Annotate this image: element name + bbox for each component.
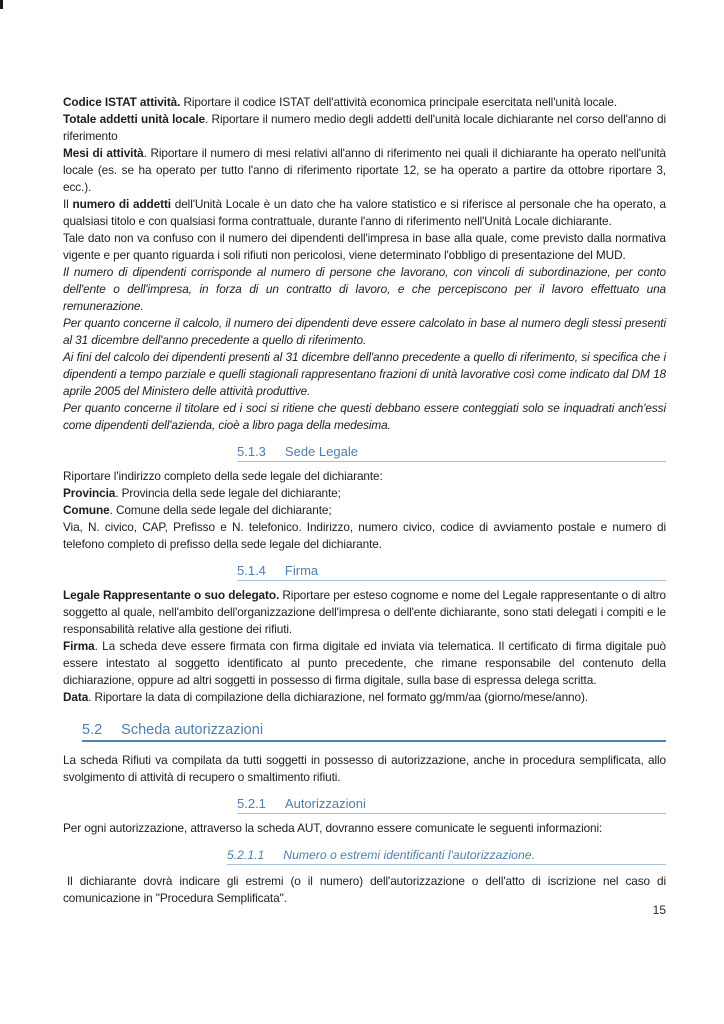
text-run: dell'Unità Locale è un dato che ha valore statistico e si riferisce al personale che ha operato, a qualsiasi titolo e con qualsiasi forma contrattuale, durante l'anno di riferimento nell'Unità Locale dichiarante. — [63, 197, 666, 228]
document-body — [63, 94, 666, 907]
section-heading-5.1.4 — [237, 563, 666, 581]
text-run: Il dichiarante dovrà indicare gli estremi (o il numero) dell'autorizzazione o dell'atto di iscrizione nel caso di comunicazione in "Procedura Semplificata". — [63, 874, 666, 905]
paragraph — [63, 196, 666, 230]
scan-edge-artifact — [0, 0, 3, 9]
paragraph — [63, 349, 666, 400]
heading-text: Sede Legale — [284, 444, 358, 459]
text-run: Riportare l'indirizzo completo della sede legale del dichiarante: — [63, 469, 383, 483]
page-number: 15 — [652, 903, 666, 917]
heading-number: 5.2 — [82, 722, 103, 738]
text-run: Per quanto concerne il calcolo, il numero dei dipendenti deve essere calcolato in base al numero degli stessi presenti al 31 dicembre dell'anno precedente a quello di riferimento. — [63, 316, 666, 347]
text-run: . Provincia della sede legale del dichiarante; — [115, 486, 341, 500]
text-run-bold: numero di addetti — [72, 197, 171, 211]
text-run: Il — [63, 197, 73, 211]
paragraph — [63, 485, 666, 502]
heading-text: Numero o estremi identificanti l'autorizzazione. — [283, 848, 535, 862]
paragraph — [63, 638, 666, 689]
text-run-bold: Totale addetti unità locale — [63, 112, 205, 126]
paragraph — [63, 502, 666, 519]
heading-number: 5.2.1.1 — [227, 848, 265, 862]
paragraph — [63, 468, 666, 485]
heading-text: Autorizzazioni — [284, 796, 366, 811]
paragraph — [63, 689, 666, 706]
text-run: Riportare per esteso cognome e nome del Legale rappresentante o di altro soggetto al quale, nell'ambito dell'organizzazione dell'impresa o dell'ente dichiarante, sono stati delegati i compiti e le responsabilità relative alla gestione dei rifiuti. — [63, 588, 666, 636]
text-run-bold: Mesi di attività — [63, 146, 144, 160]
text-run-bold: Provincia — [63, 486, 116, 500]
paragraph — [63, 587, 666, 638]
paragraph — [63, 111, 666, 145]
text-run: La scheda Rifiuti va compilata da tutti soggetti in possesso di autorizzazione, anche in procedura semplificata, allo svolgimento di attività di recupero o smaltimento rifiuti. — [63, 753, 666, 784]
paragraph — [63, 752, 666, 786]
text-run-bold: Data — [63, 690, 89, 704]
paragraph — [63, 145, 666, 196]
paragraph — [63, 873, 666, 907]
heading-text: Firma — [284, 563, 319, 578]
paragraph — [63, 400, 666, 434]
text-run: Riportare il codice ISTAT dell'attività economica principale esercitata nell'unità locale. — [180, 95, 618, 109]
text-run: Per ogni autorizzazione, attraverso la scheda AUT, dovranno essere comunicate le seguenti informazioni: — [63, 821, 603, 835]
paragraph — [63, 230, 666, 264]
heading-number: 5.1.4 — [237, 563, 266, 578]
text-run: Per quanto concerne il titolare ed i soci si ritiene che questi debbano essere conteggiati solo se inquadrati anch'essi come dipendenti dell'azienda, cioè a libro paga della medesima. — [63, 401, 666, 432]
heading-number: 5.2.1 — [237, 796, 266, 811]
heading-text: Scheda autorizzazioni — [121, 722, 264, 738]
text-run: Il numero di dipendenti corrisponde al numero di persone che lavorano, con vincoli di subordinazione, per conto dell'ente o dell'impresa, in forza di un contratto di lavoro, e che percepiscono per il lavoro effettuato una remunerazione. — [63, 265, 666, 313]
text-run-bold: Codice ISTAT attività. — [63, 95, 181, 109]
text-run-bold: Legale Rappresentante o suo delegato. — [63, 588, 280, 602]
section-heading-5.1.3 — [237, 444, 666, 462]
paragraph — [63, 94, 666, 111]
text-run: . Comune della sede legale del dichiarante; — [109, 503, 332, 517]
text-run: . Riportare il numero medio degli addetti dell'unità locale dichiarante nel corso dell'anno di riferimento — [63, 112, 666, 143]
paragraph — [63, 264, 666, 315]
text-run-bold: Firma — [63, 639, 95, 653]
heading-number: 5.1.3 — [237, 444, 266, 459]
section-heading-5.2.1.1 — [227, 848, 666, 865]
section-heading-5.2 — [82, 722, 666, 742]
paragraph — [63, 315, 666, 349]
text-run: Ai fini del calcolo dei dipendenti presenti al 31 dicembre dell'anno precedente a quello di riferimento, si specifica che i dipendenti a tempo parziale e quelli stagionali rappresentano frazioni di unità lavorative così come indicato dal DM 18 aprile 2005 del Ministero delle attività produttive. — [63, 350, 666, 398]
text-run: . Riportare la data di compilazione della dichiarazione, nel formato gg/mm/aa (giorno/mese/anno). — [88, 690, 588, 704]
paragraph — [63, 820, 666, 837]
section-heading-5.2.1 — [237, 796, 666, 814]
text-run: . Riportare il numero di mesi relativi all'anno di riferimento nei quali il dichiarante ha operato nell'unità locale (es. se ha operato per tutto l'anno di riferimento riportate 12, se ha operato a partire da ottobre riportare 3, ecc.). — [63, 146, 666, 194]
text-run: Via, N. civico, CAP, Prefisso e N. telefonico. Indirizzo, numero civico, codice di avviamento postale e numero di telefono completo di prefisso della sede legale del dichiarante. — [63, 520, 666, 551]
text-run: . La scheda deve essere firmata con firma digitale ed inviata via telematica. Il certificato di firma digitale può essere intestato al soggetto identificato al punto precedente, che rimane responsabile del contenuto della dichiarazione, oppure ad altri soggetti in possesso di firma digitale, sulla base di espressa delega scritta. — [63, 639, 666, 687]
text-run: Tale dato non va confuso con il numero dei dipendenti dell'impresa in base alla quale, come previsto dalla normativa vigente e per quanto riguarda i soli rifiuti non pericolosi, viene determinato l'obbligo di presentazione del MUD. — [63, 231, 666, 262]
text-run-bold: Comune — [63, 503, 110, 517]
paragraph — [63, 519, 666, 553]
